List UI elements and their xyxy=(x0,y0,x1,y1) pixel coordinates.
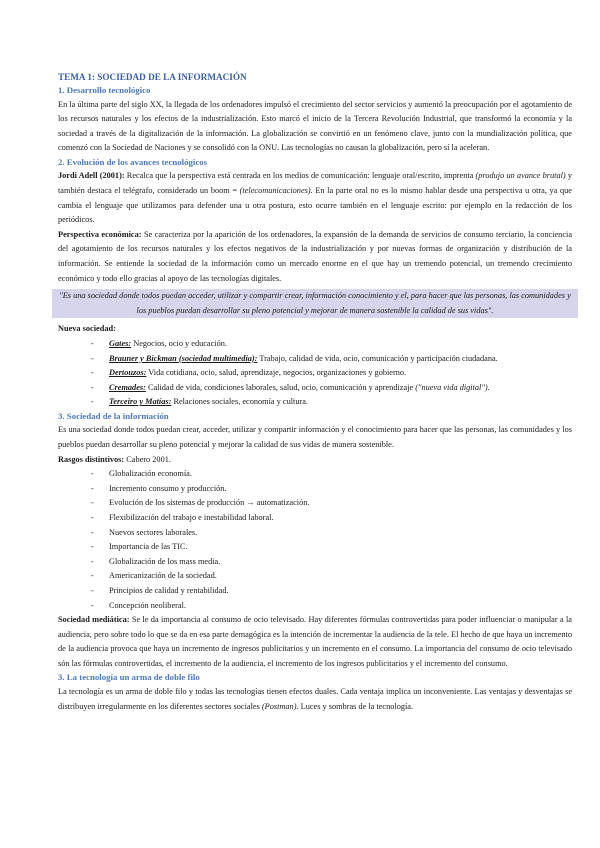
list-item xyxy=(91,395,572,410)
list-item xyxy=(91,337,572,352)
list-item: - Concepción neoliberal. xyxy=(91,599,572,614)
rasgos-line xyxy=(58,453,572,468)
paragraph-sociedad-informacion: Es una sociedad donde todos puedan crear, acceder, utilizar y compartir información y el conocimiento para hacer que las personas, las comunidades y los pueblos puedan desarrollar su pleno potencial y mejorar la calidad de sus vidas de manera sostenible. xyxy=(58,425,572,449)
rasgos-text: Cabero 2001. xyxy=(124,454,171,464)
item-italic-tail: ("nueva vida digital"). xyxy=(415,382,490,392)
list-item xyxy=(91,381,572,396)
doble-filo-italic: (Postman). xyxy=(261,701,299,711)
author-label: Gates: xyxy=(109,338,132,348)
author-label: Dertouzos: xyxy=(109,368,147,378)
adell-italic-2: (telecomunicaciones). xyxy=(239,185,313,195)
list-item: - Principios de calidad y rentabilidad. xyxy=(91,584,572,599)
list-item xyxy=(91,352,572,367)
nueva-sociedad-label-text: Nueva sociedad: xyxy=(58,324,116,334)
section-heading-desarrollo: 1. Desarrollo tecnológico xyxy=(58,85,151,95)
author-label: Cremades: xyxy=(109,382,146,392)
section-heading-evolucion: 2. Evolución de los avances tecnológicos xyxy=(58,156,208,167)
adell-text-3: En la parte oral no es lo mismo hablar desde una perspectiva u otra, ya que cambia el lenguaje que utilizamos para defender una u otra postura, esto ocurre también en el lenguaje escrito: por ejemplo en la redacción de los periódicos. xyxy=(58,185,572,225)
doble-filo-text-1: La tecnología es un arma de doble filo y todas las tecnologías tienen efectos duales. Cada ventaja implica un inconveniente. Las ventajas y desventajas se distribuyen irregularmente en los diferentes sectores sociales xyxy=(58,686,572,711)
perspectiva-label: Perspectiva económica: xyxy=(58,229,142,239)
author-label: Terceiro y Matías: xyxy=(109,397,172,407)
paragraph-adell xyxy=(58,169,572,227)
list-item: - Globalización de los mass media. xyxy=(91,555,572,570)
document-title: TEMA 1: SOCIEDAD DE LA INFORMACIÓN xyxy=(58,72,247,82)
adell-italic-1: (produjo un avance brutal) xyxy=(475,171,566,181)
section-heading-doble-filo: 3. La tecnología un arma de doble filo xyxy=(58,672,200,683)
mediatica-text: Se le da importancia al consumo de ocio televisado. Hay diferentes fórmulas controvertidas para poder influenciar o manipular a la audiencia, pero sobre todo lo que se da en esa parte demagógica es la intención de incrementar la audiencia de la tele. El hecho de que haya un incremento de la audiencia provoca que haya un incremento de ingresos publicitarios y un incremento en el consumo. La importancia del consumo de ocio televisado són las fórmulas controvertidas, el incremento de la audiencia, el incremento de los ingresos publicitarios y el incremento del consumo. xyxy=(58,615,572,668)
rasgos-label: Rasgos distintivos: xyxy=(58,454,125,464)
paragraph-desarrollo: En la última parte del siglo XX, la llegada de los ordenadores impulsó el crecimiento del sector servicios y aumentó la preocupación por el agotamiento de los recursos naturales y los efectos de la industrialización. Esto marcó el inicio de la Tercera Revolución Industrial, que transformó la economía y la sociedad a través de la digitalización de la información. La globalización se convirtió en un fenómeno clave, junto con la mundialización política, que comenzó con la Sociedad de Naciones y se consolidó con la ONU. Las tecnologías no causan la globalización, pero sí la aceleran. xyxy=(58,99,572,153)
item-text: Vida cotidiana, ocio, salud, aprendizaje, negocios, organizaciones y gobierno. xyxy=(146,368,407,378)
item-text: Calidad de vida, condiciones laborales, salud, ocio, comunicación y aprendizaje xyxy=(145,382,416,392)
highlighted-quote: "Es una sociedad donde todos puedan acceder, utilizar y compartir crear, información conocimiento y el, para hacer que las personas, las comunidades y los pueblos puedan desarrollar su pleno potencial y mejorar de manera sostenible la calidad de sus vidas". xyxy=(52,289,578,318)
list-item xyxy=(91,366,572,381)
item-text: Relaciones sociales, economía y cultura. xyxy=(171,397,308,407)
list-item: - Importancia de las TIC. xyxy=(91,540,572,555)
doble-filo-text-2: Luces y sombras de la tecnología. xyxy=(298,701,414,711)
paragraph-mediatica xyxy=(58,613,572,671)
section-heading-sociedad-informacion: 3. Sociedad de la información xyxy=(58,410,169,421)
author-label: Brauner y Bickman (sociedad multimedia): xyxy=(109,353,258,363)
adell-text-2: y también destaca el telégrafo, considerado un boom = xyxy=(58,171,573,195)
list-item: - Flexibilización del trabajo e inestabilidad laboral. xyxy=(91,511,572,526)
paragraph-perspectiva xyxy=(58,228,572,286)
list-item: - Americanización de la sociedad. xyxy=(91,569,572,584)
rasgos-list xyxy=(58,467,572,613)
document-page xyxy=(58,70,572,714)
item-text: Negocios, ocio y educación. xyxy=(131,338,227,348)
list-item: - Evolución de los sistemas de producción → automatización. xyxy=(91,496,572,511)
adell-label: Jordi Adell (2001): xyxy=(58,171,125,181)
adell-text-1: Recalca que la perspectiva está centrada en los medios de comunicación: lenguaje oral/escrito, imprenta xyxy=(124,171,476,181)
nueva-sociedad-list xyxy=(58,337,572,410)
item-text: Trabajo, calidad de vida, ocio, comunicación y participación ciudadana. xyxy=(257,353,498,363)
list-item: - Globalización economía. xyxy=(91,467,572,482)
list-item: - Nuevos sectores laborales. xyxy=(91,526,572,541)
perspectiva-text: Se caracteriza por la aparición de los ordenadores, la expansión de la demanda de servicios de consumo terciario, la conciencia del agotamiento de los recursos naturales y los efectos negativos de la industrialización y por nuevas formas de organización y distribución de la información. Se entiende la sociedad de la información como un mercado enorme en el que hay un tremendo potencial, un tremendo crecimiento económico y todo ello gracias al apoyo de las tecnologías digitales. xyxy=(58,229,573,283)
mediatica-label: Sociedad mediática: xyxy=(58,615,130,625)
list-item: - Incremento consumo y producción. xyxy=(91,482,572,497)
paragraph-doble-filo xyxy=(58,685,572,714)
nueva-sociedad-label xyxy=(58,322,572,337)
